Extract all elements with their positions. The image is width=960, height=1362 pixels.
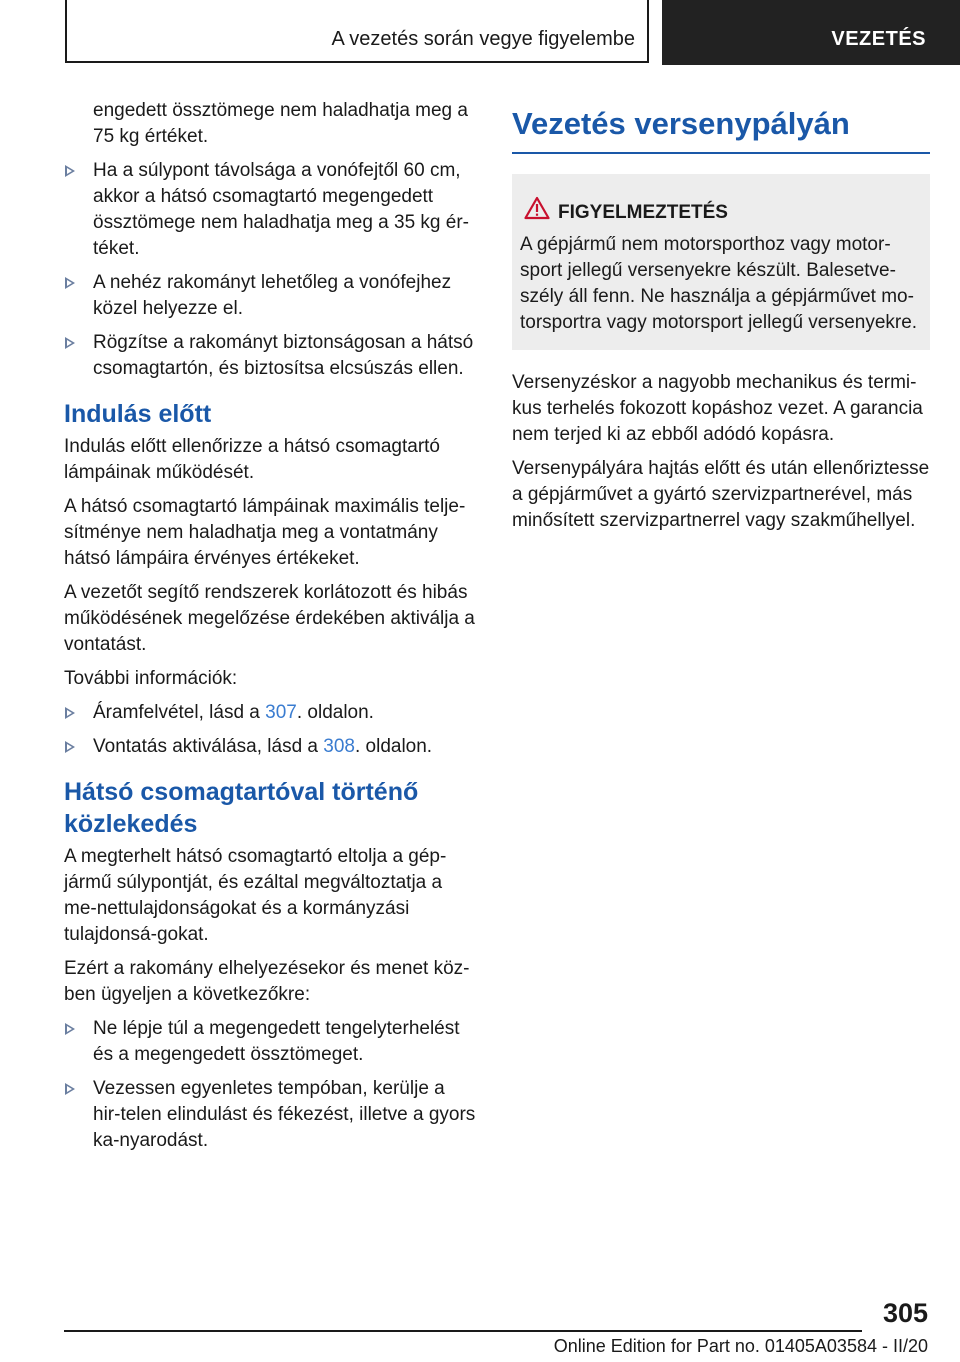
paragraph: A hátsó csomagtartó lámpáinak maximális telje‐sítménye nem haladhatja meg a vontatmány hátsó lámpáira érvényes értékeket. <box>64 496 466 569</box>
triangle-bullet-icon <box>65 337 75 349</box>
list-item: Ne lépje túl a megengedett tengelyterhelést és a megengedett össztömeget. <box>64 1016 476 1068</box>
header-title-box <box>65 0 649 63</box>
footer-divider <box>64 1330 862 1332</box>
list-item: Vontatás aktiválása, lásd a 308. oldalon. <box>64 734 476 760</box>
page-link-307[interactable]: 307 <box>265 702 297 723</box>
footer-edition: Online Edition for Part no. 01405A03584 - II/20 <box>553 1336 928 1356</box>
list-item: A nehéz rakományt lehetőleg a vonófejhez közel helyezze el. <box>64 270 476 322</box>
warning-box <box>512 174 930 350</box>
warning-triangle-icon <box>524 196 550 220</box>
list-item: Ha a súlypont távolsága a vonófejtől 60 cm, akkor a hátsó csomagtartó megengedett össztömege nem haladhatja meg a 35 kg ér‐téket. <box>64 158 476 262</box>
warning-title: FIGYELMEZTETÉS <box>558 202 728 223</box>
list-item: Rögzítse a rakományt biztonságosan a hátsó csomagtartón, és biztosítsa elcsúszás ellen. <box>64 330 476 382</box>
bullet-list-load <box>64 158 476 382</box>
paragraph: Indulás előtt ellenőrizze a hátsó csomagtartó lámpáinak működését. <box>64 436 440 483</box>
list-item: Vezessen egyenletes tempóban, kerülje a hir‐telen elindulást és fékezést, illetve a gyors ka‐nyarodást. <box>64 1076 476 1154</box>
triangle-bullet-icon <box>65 1083 75 1095</box>
heading-before-departure: Indulás előtt <box>64 400 212 428</box>
page-number: 305 <box>882 1298 928 1328</box>
header-section-label: VEZETÉS <box>831 28 926 50</box>
left-column <box>64 98 476 1162</box>
paragraph: Versenypályára hajtás előtt és után ellenőriztesse a gépjárművet a gyártó szervizpartnerével, más minősített szervizpartnerrel vagy szakműhellyel. <box>512 458 930 531</box>
page-header <box>0 0 960 66</box>
paragraph: A megterhelt hátsó csomagtartó eltolja a gép‐jármű súlypontját, és ezáltal megváltoztatja a me‐nettulajdonságokat és a kormányzási tulajdonsá‐gokat. <box>64 846 447 945</box>
heading-divider <box>512 152 930 154</box>
triangle-bullet-icon <box>65 1023 75 1035</box>
list-item: Áramfelvétel, lásd a 307. oldalon. <box>64 700 476 726</box>
paragraph: További információk: <box>64 668 238 689</box>
triangle-bullet-icon <box>65 707 75 719</box>
paragraph: A vezetőt segítő rendszerek korlátozott és hibás működésének megelőzése érdekében aktiválja a vontatást. <box>64 582 475 655</box>
triangle-bullet-icon <box>65 165 75 177</box>
header-title: A vezetés során vegye figyelembe <box>331 28 635 50</box>
triangle-bullet-icon <box>65 741 75 753</box>
paragraph: Ezért a rakomány elhelyezésekor és menet köz‐ben ügyeljen a következőkre: <box>64 958 470 1005</box>
right-column <box>512 98 930 542</box>
warning-text: A gépjármű nem motorsporthoz vagy motor‐sport jellegű versenyekre készült. Balesetve‐szély áll fenn. Ne használja a gépjárművet mo‐torsportra vagy motorsport jellegű versenyekre. <box>520 234 918 333</box>
paragraph: Versenyzéskor a nagyobb mechanikus és termi‐kus terhelés fokozott kopáshoz vezet. A garancia nem terjed ki az ebből adódó kopásra. <box>512 372 923 445</box>
heading-driving-with-carrier: Hátsó csomagtartóval történő közlekedés <box>64 778 419 838</box>
page-link-308[interactable]: 308 <box>323 736 355 757</box>
bullet-list-driving <box>64 1016 476 1154</box>
header-section-tab <box>662 0 960 65</box>
heading-race-track: Vezetés versenypályán <box>512 106 850 141</box>
triangle-bullet-icon <box>65 277 75 289</box>
intro-paragraph: engedett össztömege nem haladhatja meg a 75 kg értéket. <box>93 100 468 147</box>
reference-list <box>64 700 476 760</box>
